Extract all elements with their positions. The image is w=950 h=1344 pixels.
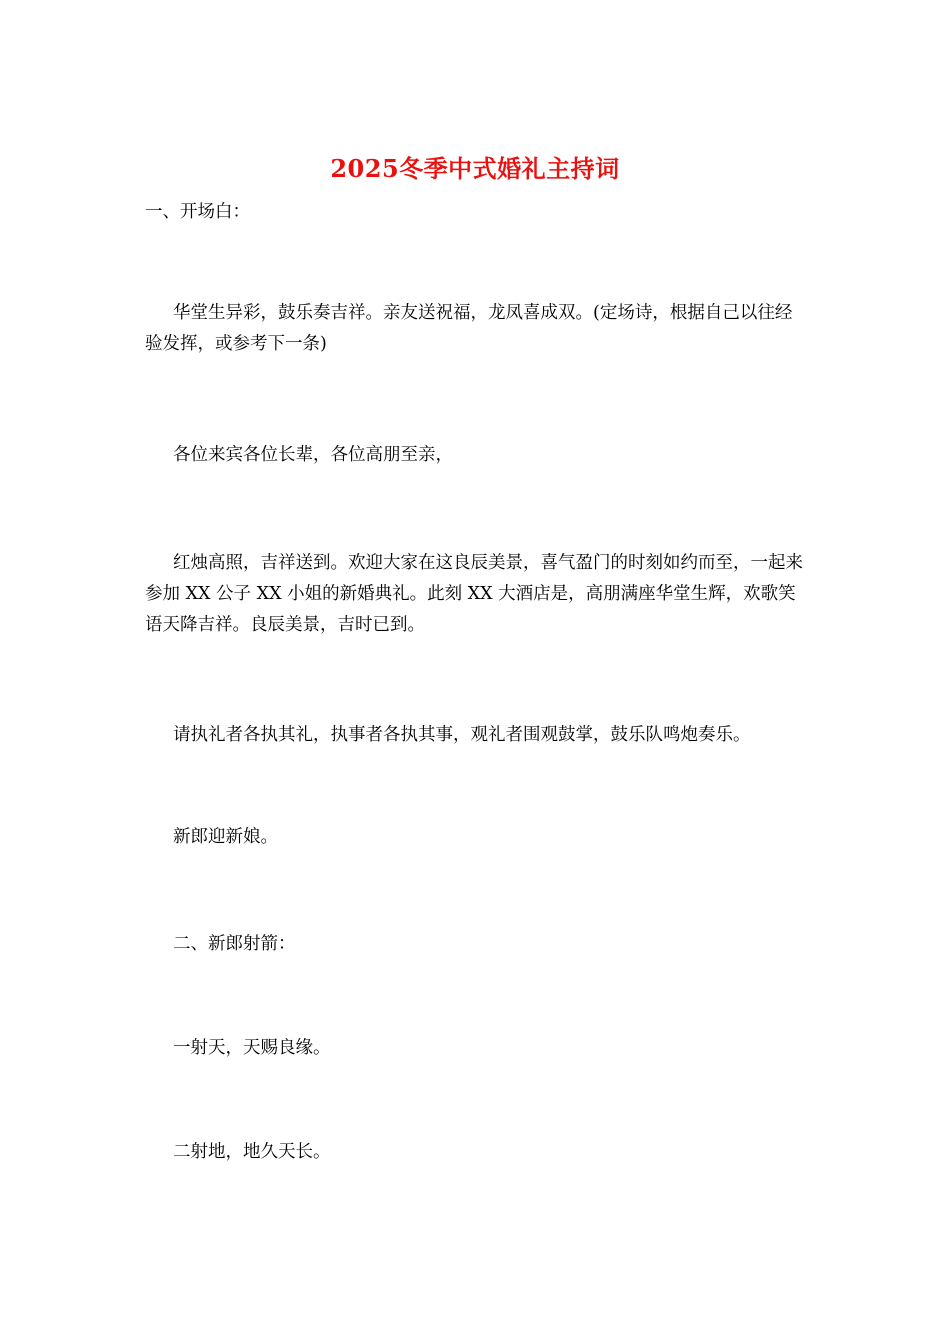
paragraph-opening-poem: 华堂生异彩，鼓乐奏吉祥。亲友送祝福，龙凤喜成双。(定场诗，根据自己以往经验发挥，或参考下一条) bbox=[145, 303, 793, 354]
section-heading-archery: 二、新郎射箭： bbox=[173, 934, 296, 954]
paragraph-shoot-earth: 二射地，地久天长。 bbox=[173, 1142, 331, 1162]
paragraph-shoot-heaven: 一射天，天赐良缘。 bbox=[173, 1038, 331, 1058]
paragraph-greeting: 各位来宾各位长辈，各位高朋至亲， bbox=[173, 445, 453, 465]
paragraph-groom-welcomes-bride: 新郎迎新娘。 bbox=[173, 827, 278, 847]
section-heading-opening: 一、开场白： bbox=[145, 202, 250, 222]
paragraph-ceremony-call: 请执礼者各执其礼，执事者各执其事，观礼者围观鼓掌，鼓乐队鸣炮奏乐。 bbox=[173, 725, 751, 745]
page-title: 2025冬季中式婚礼主持词 bbox=[330, 154, 620, 183]
paragraph-welcome: 红烛高照，吉祥送到。欢迎大家在这良辰美景，喜气盈门的时刻如约而至，一起来参加 XX 公子 XX 小姐的新婚典礼。此刻 XX 大酒店是，高朋满座华堂生辉，欢歌笑语天降吉祥。良辰美景，吉时已到。 bbox=[145, 553, 803, 635]
